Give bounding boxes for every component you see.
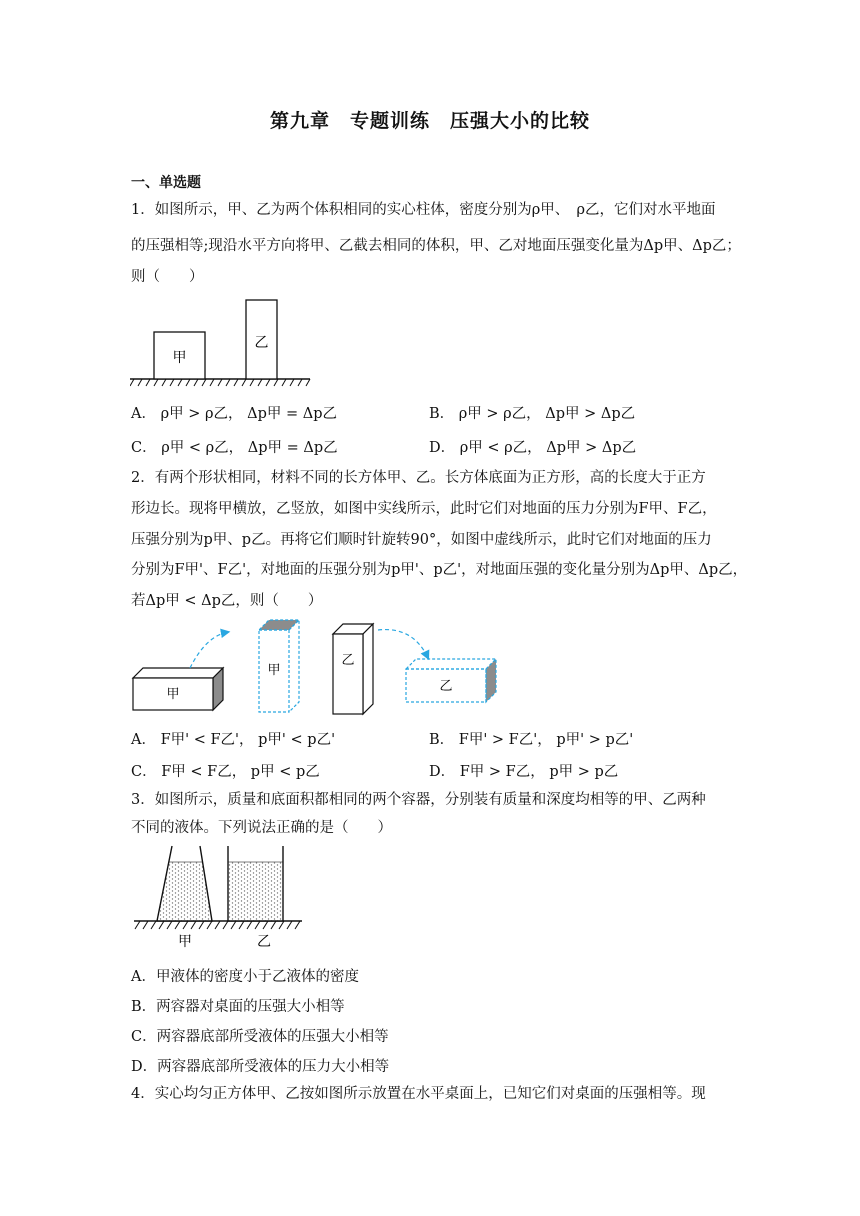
label-jia-rotated: 甲 (267, 663, 281, 678)
q2-option-c: C． F甲 < F乙， p甲 < p乙 (131, 764, 320, 780)
q2-figure (128, 616, 500, 718)
q3-figure (132, 844, 312, 954)
q2-line-1: 2．有两个形状相同，材料不同的长方体甲、乙。长方体底面为正方形，高的长度大于正方 (131, 470, 706, 486)
q3-line-2: 不同的液体。下列说法正确的是（ ） (131, 820, 392, 836)
label-yi: 乙 (254, 335, 269, 351)
q2-line-5: 若Δp甲 < Δp乙，则（ ） (131, 593, 323, 609)
q1-option-b: B． ρ甲 > ρ乙， Δp甲 > Δp乙 (429, 406, 636, 422)
section-heading: 一、单选题 (131, 175, 201, 191)
q1-line-3: 则（ ） (131, 269, 204, 285)
q3-option-c: C．两容器底部所受液体的压强大小相等 (131, 1029, 389, 1045)
q2-option-b: B． F甲' > F乙'， p甲' > p乙' (429, 732, 634, 748)
q3-option-a: A．甲液体的密度小于乙液体的密度 (131, 969, 359, 985)
q1-option-d: D． ρ甲 < ρ乙， Δp甲 > Δp乙 (429, 440, 637, 456)
q1-figure (130, 295, 315, 390)
q1-line-1: 1．如图所示，甲、乙为两个体积相同的实心柱体，密度分别为ρ甲、 ρ乙，它们对水平地面 (131, 202, 716, 218)
q4-line-1: 4．实心均匀正方体甲、乙按如图所示放置在水平桌面上，已知它们对桌面的压强相等。现 (131, 1086, 706, 1102)
q3-option-d: D．两容器底部所受液体的压力大小相等 (131, 1059, 390, 1075)
q2-line-3: 压强分别为p甲、p乙。再将它们顺时针旋转90°，如图中虚线所示，此时它们对地面的压力 (131, 532, 712, 548)
q2-option-d: D． F甲 > F乙， p甲 > p乙 (429, 764, 619, 780)
label-jia-horizontal: 甲 (166, 687, 180, 702)
label-jia: 甲 (172, 350, 187, 366)
q1-option-c: C． ρ甲 < ρ乙， Δp甲 = Δp乙 (131, 440, 338, 456)
label-yi-vertical: 乙 (341, 653, 355, 668)
q1-line-2: 的压强相等;现沿水平方向将甲、乙截去相同的体积，甲、乙对地面压强变化量为Δp甲、Δp乙； (131, 238, 741, 254)
label-yi-rotated: 乙 (439, 679, 453, 694)
q2-line-2: 形边长。现将甲横放，乙竖放，如图中实线所示，此时它们对地面的压力分别为F甲、F乙， (131, 501, 717, 517)
q1-option-a: A． ρ甲 > ρ乙， Δp甲 = Δp乙 (131, 406, 337, 422)
block-yi-vertical (333, 634, 363, 714)
label-yi: 乙 (257, 934, 271, 950)
q3-line-1: 3．如图所示，质量和底面积都相同的两个容器，分别装有质量和深度均相等的甲、乙两种 (131, 792, 706, 808)
q2-line-4: 分别为F甲'、F乙'，对地面的压强分别为p甲'、p乙'，对地面压强的变化量分别为Δp甲、Δp乙， (131, 562, 748, 578)
q2-option-a: A． F甲' < F乙'， p甲' < p乙' (131, 732, 336, 748)
page-title: 第九章 专题训练 压强大小的比较 (269, 110, 590, 132)
label-jia: 甲 (178, 934, 192, 950)
q3-option-b: B．两容器对桌面的压强大小相等 (131, 999, 345, 1015)
